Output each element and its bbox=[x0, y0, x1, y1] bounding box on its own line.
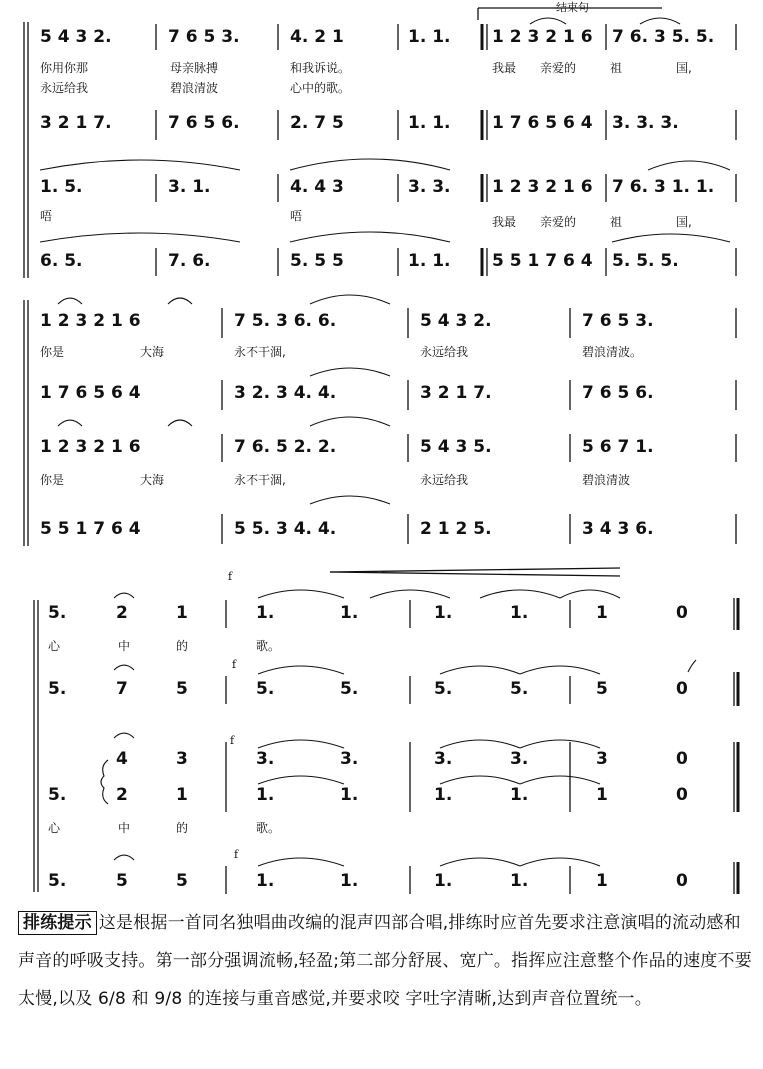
svg-text:5 5 1 7 6 4: 5 5 1 7 6 4 bbox=[492, 251, 593, 271]
svg-text:1.: 1. bbox=[340, 603, 359, 623]
svg-text:碧浪清波。: 碧浪清波。 bbox=[582, 345, 643, 359]
svg-text:5.: 5. bbox=[48, 785, 67, 805]
svg-text:3: 3 bbox=[176, 749, 188, 769]
svg-text:5.: 5. bbox=[48, 871, 67, 891]
svg-text:亲爱的: 亲爱的 bbox=[540, 215, 577, 229]
staff1-row2 bbox=[40, 110, 736, 140]
svg-text:1.: 1. bbox=[256, 785, 275, 805]
svg-text:0: 0 bbox=[676, 603, 688, 623]
svg-text:永远给我: 永远给我 bbox=[40, 81, 89, 95]
svg-text:1.: 1. bbox=[510, 785, 529, 805]
staff3-row1 bbox=[48, 570, 738, 630]
svg-text:1 2 3 2 1 6: 1 2 3 2 1 6 bbox=[40, 311, 141, 331]
svg-text:4. 4 3: 4. 4 3 bbox=[290, 177, 344, 197]
svg-text:5. 5 5: 5. 5 5 bbox=[290, 251, 344, 271]
measure: 7 6 5 3. bbox=[168, 27, 240, 47]
svg-text:1.: 1. bbox=[256, 603, 275, 623]
svg-text:5 4 3 2.: 5 4 3 2. bbox=[420, 311, 492, 331]
svg-text:1: 1 bbox=[596, 871, 608, 891]
rehearsal-tip bbox=[18, 904, 753, 1018]
svg-text:歌。: 歌。 bbox=[256, 639, 281, 653]
measure: 1. 1. bbox=[408, 27, 451, 47]
end-marker-label: 结束句 bbox=[556, 1, 589, 14]
svg-text:1.: 1. bbox=[510, 871, 529, 891]
svg-text:2: 2 bbox=[116, 603, 128, 623]
svg-text:1. 1.: 1. 1. bbox=[408, 251, 451, 271]
svg-text:你是: 你是 bbox=[40, 345, 65, 359]
svg-text:7 6 5 3.: 7 6 5 3. bbox=[582, 311, 654, 331]
svg-text:0: 0 bbox=[676, 785, 688, 805]
svg-text:5: 5 bbox=[176, 679, 188, 699]
svg-text:心中的歌。: 心中的歌。 bbox=[290, 81, 351, 95]
staff1-lyrics3 bbox=[40, 209, 692, 229]
svg-text:1.: 1. bbox=[434, 603, 453, 623]
measure: 1 2 3 2 1 6 bbox=[492, 27, 593, 47]
svg-text:我最: 我最 bbox=[492, 61, 517, 75]
svg-text:心: 心 bbox=[48, 821, 61, 835]
measure: 4. 2 1 bbox=[290, 27, 344, 47]
svg-text:1 7 6 5 6 4: 1 7 6 5 6 4 bbox=[40, 383, 141, 403]
svg-text:5.: 5. bbox=[48, 679, 67, 699]
svg-text:国,: 国, bbox=[676, 61, 692, 75]
svg-text:你是: 你是 bbox=[40, 473, 65, 487]
svg-text:1. 5.: 1. 5. bbox=[40, 177, 83, 197]
svg-text:5. 5. 5.: 5. 5. 5. bbox=[612, 251, 679, 271]
staff2-lyrics3 bbox=[40, 472, 630, 487]
staff2-row4 bbox=[40, 496, 736, 544]
staff1-row3 bbox=[40, 159, 736, 202]
svg-text:7 6 5 6.: 7 6 5 6. bbox=[582, 383, 654, 403]
svg-text:5.: 5. bbox=[510, 679, 529, 699]
svg-text:3.: 3. bbox=[510, 749, 529, 769]
staff1-row4 bbox=[40, 232, 736, 276]
svg-text:3 2 1 7.: 3 2 1 7. bbox=[420, 383, 492, 403]
svg-text:5 6 7 1.: 5 6 7 1. bbox=[582, 437, 654, 457]
svg-text:和我诉说。: 和我诉说。 bbox=[290, 61, 351, 75]
svg-text:1.: 1. bbox=[340, 871, 359, 891]
svg-text:1.: 1. bbox=[434, 785, 453, 805]
svg-text:大海: 大海 bbox=[140, 345, 165, 359]
system-3 bbox=[34, 568, 738, 894]
svg-text:3.: 3. bbox=[256, 749, 275, 769]
svg-text:0: 0 bbox=[676, 871, 688, 891]
staff1-lyrics1 bbox=[40, 60, 692, 95]
svg-text:1: 1 bbox=[596, 603, 608, 623]
svg-text:7 5. 3 6. 6.: 7 5. 3 6. 6. bbox=[234, 311, 337, 331]
svg-text:7 6 5 6.: 7 6 5 6. bbox=[168, 113, 240, 133]
staff2-row1 bbox=[40, 295, 736, 338]
svg-text:的: 的 bbox=[176, 639, 189, 653]
hum-label: 唔 bbox=[40, 209, 53, 223]
svg-text:1. 1.: 1. 1. bbox=[408, 113, 451, 133]
svg-text:1.: 1. bbox=[434, 871, 453, 891]
svg-text:2: 2 bbox=[116, 785, 128, 805]
svg-text:5 4 3 5.: 5 4 3 5. bbox=[420, 437, 492, 457]
dynamic-mark: f bbox=[228, 570, 233, 583]
svg-text:3. 1.: 3. 1. bbox=[168, 177, 211, 197]
svg-text:3 4 3 6.: 3 4 3 6. bbox=[582, 519, 654, 539]
svg-text:永不干涸,: 永不干涸, bbox=[234, 473, 286, 487]
svg-text:5.: 5. bbox=[48, 603, 67, 623]
svg-text:中: 中 bbox=[118, 639, 131, 653]
svg-text:7: 7 bbox=[116, 679, 128, 699]
svg-text:祖: 祖 bbox=[610, 61, 623, 75]
svg-text:4: 4 bbox=[116, 749, 128, 769]
svg-text:1 2 3 2 1 6: 1 2 3 2 1 6 bbox=[492, 177, 593, 197]
svg-text:1.: 1. bbox=[340, 785, 359, 805]
svg-text:1: 1 bbox=[596, 785, 608, 805]
staff2-row2 bbox=[40, 368, 736, 410]
svg-text:1.: 1. bbox=[510, 603, 529, 623]
staff3-row4 bbox=[48, 848, 738, 894]
svg-text:3 2 1 7.: 3 2 1 7. bbox=[40, 113, 112, 133]
rehearsal-tip-body: 这是根据一首同名独唱曲改编的混声四部合唱,排练时应首先要求注意演唱的流动感和声音的呼吸支持。第一部分强调流畅,轻盈;第二部分舒展、宽广。指挥应注意整个作品的速度不要太慢,以及 6/8 和 9/8 的连接与重音感觉,并要求咬 字吐字清晰,达到声音位置统一。 bbox=[18, 913, 752, 1009]
svg-text:7. 6.: 7. 6. bbox=[168, 251, 211, 271]
svg-text:5 5 1 7 6 4: 5 5 1 7 6 4 bbox=[40, 519, 141, 539]
system-2 bbox=[24, 295, 736, 546]
staff3-lyrics3 bbox=[48, 820, 280, 835]
svg-text:我最: 我最 bbox=[492, 215, 517, 229]
svg-text:7 6. 3 1. 1.: 7 6. 3 1. 1. bbox=[612, 177, 715, 197]
svg-text:1 7 6 5 6 4: 1 7 6 5 6 4 bbox=[492, 113, 593, 133]
staff3-row2 bbox=[48, 658, 738, 706]
staff2-lyrics1 bbox=[40, 344, 642, 359]
svg-text:的: 的 bbox=[176, 821, 189, 835]
staff2-row3 bbox=[40, 417, 736, 462]
svg-text:永远给我: 永远给我 bbox=[420, 473, 469, 487]
svg-text:0: 0 bbox=[676, 749, 688, 769]
svg-text:5: 5 bbox=[176, 871, 188, 891]
svg-text:你用你那: 你用你那 bbox=[40, 61, 89, 75]
svg-text:国,: 国, bbox=[676, 215, 692, 229]
svg-text:6. 5.: 6. 5. bbox=[40, 251, 83, 271]
svg-text:亲爱的: 亲爱的 bbox=[540, 61, 577, 75]
svg-text:3. 3.: 3. 3. bbox=[408, 177, 451, 197]
rehearsal-tip-heading: 排练提示 bbox=[18, 911, 97, 935]
svg-text:f: f bbox=[234, 848, 239, 861]
svg-text:5.: 5. bbox=[434, 679, 453, 699]
svg-text:中: 中 bbox=[118, 821, 131, 835]
svg-text:5: 5 bbox=[596, 679, 608, 699]
system-1 bbox=[24, 0, 736, 278]
svg-text:2 1 2 5.: 2 1 2 5. bbox=[420, 519, 492, 539]
svg-text:碧浪清波: 碧浪清波 bbox=[170, 81, 219, 95]
measure: 5 4 3 2. bbox=[40, 27, 112, 47]
svg-text:0: 0 bbox=[676, 679, 688, 699]
svg-text:1.: 1. bbox=[256, 871, 275, 891]
svg-text:祖: 祖 bbox=[610, 215, 623, 229]
svg-text:7 6. 5 2. 2.: 7 6. 5 2. 2. bbox=[234, 437, 337, 457]
svg-text:5.: 5. bbox=[256, 679, 275, 699]
svg-text:永远给我: 永远给我 bbox=[420, 345, 469, 359]
staff3-row3 bbox=[48, 733, 738, 812]
svg-text:3. 3. 3.: 3. 3. 3. bbox=[612, 113, 679, 133]
svg-text:2. 7 5: 2. 7 5 bbox=[290, 113, 344, 133]
staff1-row1 bbox=[40, 18, 736, 50]
svg-text:3.: 3. bbox=[340, 749, 359, 769]
svg-text:f: f bbox=[230, 734, 235, 747]
svg-text:5 5. 3 4. 4.: 5 5. 3 4. 4. bbox=[234, 519, 337, 539]
svg-text:大海: 大海 bbox=[140, 473, 165, 487]
svg-text:1: 1 bbox=[176, 603, 188, 623]
svg-text:1 2 3 2 1 6: 1 2 3 2 1 6 bbox=[40, 437, 141, 457]
svg-text:歌。: 歌。 bbox=[256, 821, 281, 835]
svg-text:5: 5 bbox=[116, 871, 128, 891]
staff3-lyrics1 bbox=[48, 638, 280, 653]
svg-text:永不干涸,: 永不干涸, bbox=[234, 345, 286, 359]
svg-text:心: 心 bbox=[48, 639, 61, 653]
svg-text:母亲脉搏: 母亲脉搏 bbox=[170, 61, 219, 75]
svg-text:5.: 5. bbox=[340, 679, 359, 699]
svg-text:3 2. 3 4. 4.: 3 2. 3 4. 4. bbox=[234, 383, 337, 403]
svg-text:3.: 3. bbox=[434, 749, 453, 769]
hum-label: 唔 bbox=[290, 209, 303, 223]
svg-text:3: 3 bbox=[596, 749, 608, 769]
svg-text:f: f bbox=[232, 658, 237, 671]
svg-text:碧浪清波: 碧浪清波 bbox=[582, 473, 631, 487]
svg-text:1: 1 bbox=[176, 785, 188, 805]
measure: 7 6. 3 5. 5. bbox=[612, 27, 715, 47]
